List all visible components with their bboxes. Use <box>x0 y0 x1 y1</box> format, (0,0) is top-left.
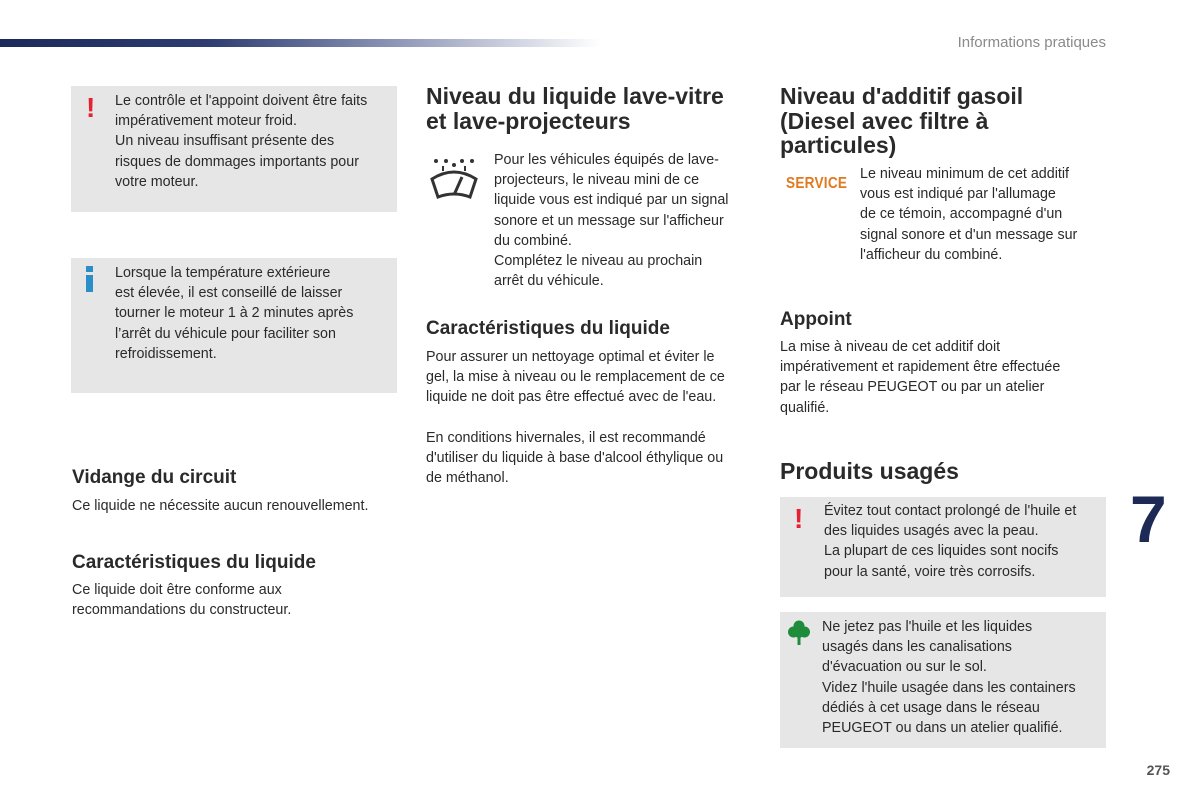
info-note-text <box>115 263 395 364</box>
environment-note-text <box>822 617 1104 738</box>
text-line: sonore et un message sur l'afficheur <box>494 212 724 229</box>
washer-fluid-intro <box>494 150 754 291</box>
text-line: usagés dans les canalisations <box>822 639 1012 656</box>
text-line: Lorsque la température extérieure <box>115 265 331 281</box>
text-line: est élevée, il est conseillé de laisser <box>115 285 343 302</box>
text-line: de ce témoin, accompagné d'un <box>860 206 1063 223</box>
used-products-warning-box <box>780 497 1106 597</box>
chapter-number: 7 <box>1130 482 1167 556</box>
text-line: l'afficheur du combiné. <box>860 246 1003 263</box>
used-products-warning-text <box>824 501 1104 582</box>
appoint-text <box>780 337 1060 418</box>
text-line: arrêt du véhicule. <box>494 273 604 290</box>
text-line: de méthanol. <box>426 470 509 487</box>
vidange-heading: Vidange du circuit <box>72 467 237 488</box>
middle-caract-heading: Caractéristiques du liquide <box>426 318 670 339</box>
warning-note-box <box>71 86 397 212</box>
text-line: du combiné. <box>494 232 572 249</box>
text-line: d'évacuation ou sur le sol. <box>822 659 987 676</box>
text-line: Complétez le niveau au prochain <box>494 253 703 270</box>
text-line: recommandations du constructeur. <box>72 602 292 619</box>
warning-exclamation-icon: ! <box>794 503 804 534</box>
text-line: Ce liquide ne nécessite aucun renouvellement. <box>72 498 369 514</box>
text-line: dédiés à cet usage dans le réseau <box>822 699 1040 716</box>
text-line: des liquides usagés avec la peau. <box>824 523 1039 540</box>
page-number: 275 <box>1146 762 1170 778</box>
text-line: d'utiliser du liquide à base d'alcool éthylique ou <box>426 450 724 467</box>
text-line: Ce liquide doit être conforme aux <box>72 582 282 598</box>
text-line: En conditions hivernales, il est recommandé <box>426 430 706 446</box>
text-line: Évitez tout contact prolongé de l'huile et <box>824 503 1077 519</box>
section-title: Informations pratiques <box>957 34 1106 51</box>
environment-tree-icon <box>788 620 810 646</box>
produits-usages-heading: Produits usagés <box>780 458 959 484</box>
text-line: gel, la mise à niveau ou le remplacement de ce <box>426 369 725 386</box>
info-note-box <box>71 258 397 393</box>
text-line: PEUGEOT ou dans un atelier qualifié. <box>822 720 1063 737</box>
warning-exclamation-icon: ! <box>86 92 96 123</box>
header-gradient-bar <box>0 39 600 47</box>
appoint-heading: Appoint <box>780 309 852 330</box>
text-line: Ne jetez pas l'huile et les liquides <box>822 619 1033 635</box>
text-line: Pour assurer un nettoyage optimal et éviter le <box>426 349 715 365</box>
text-line: votre moteur. <box>115 173 199 190</box>
heading-line: (Diesel avec filtre à <box>780 107 989 134</box>
left-caract-heading: Caractéristiques du liquide <box>72 552 316 573</box>
text-line: impérativement et rapidement être effectuée <box>780 359 1061 376</box>
warning-note-text <box>115 91 395 192</box>
text-line: par le réseau PEUGEOT ou par un atelier <box>780 379 1045 396</box>
text-line: Le niveau minimum de cet additif <box>860 166 1070 182</box>
service-warning-icon: SERVICE <box>786 175 848 192</box>
middle-caract-p2 <box>426 428 723 489</box>
diesel-additive-heading <box>780 84 1023 158</box>
text-line: refroidissement. <box>115 345 217 362</box>
text-line: Pour les véhicules équipés de lave- <box>494 152 719 168</box>
text-line: impérativement moteur froid. <box>115 113 297 130</box>
text-line: pour la santé, voire très corrosifs. <box>824 563 1036 580</box>
text-line: signal sonore et d'un message sur <box>860 226 1078 243</box>
environment-note-box <box>780 612 1106 748</box>
text-line: Videz l'huile usagée dans les containers <box>822 679 1076 696</box>
text-line: risques de dommages importants pour <box>115 153 359 170</box>
heading-line: Niveau du liquide lave-vitre <box>426 83 724 109</box>
text-line: qualifié. <box>780 399 830 416</box>
text-line: vous est indiqué par l'allumage <box>860 186 1056 203</box>
text-line: La plupart de ces liquides sont nocifs <box>824 543 1059 560</box>
diesel-additive-intro <box>860 164 1110 265</box>
text-line: l’arrêt du véhicule pour faciliter son <box>115 325 336 342</box>
vidange-text <box>72 496 368 516</box>
text-line: projecteurs, le niveau mini de ce <box>494 172 700 189</box>
text-line: liquide ne doit pas être effectué avec de l'eau. <box>426 389 717 406</box>
washer-fluid-heading <box>426 84 724 133</box>
text-line: liquide vous est indiqué par un signal <box>494 192 729 209</box>
middle-caract-p1 <box>426 347 725 408</box>
text-line: La mise à niveau de cet additif doit <box>780 339 1001 355</box>
text-line: Le contrôle et l'appoint doivent être faits <box>115 93 368 109</box>
heading-line: Niveau d'additif gasoil <box>780 83 1024 109</box>
washer-fluid-warning-icon <box>428 157 480 205</box>
info-icon <box>85 266 95 292</box>
heading-line: particules) <box>780 132 897 158</box>
text-line: Un niveau insuffisant présente des <box>115 133 335 150</box>
heading-line: et lave-projecteurs <box>426 107 631 134</box>
left-caract-text <box>72 580 291 620</box>
text-line: tourner le moteur 1 à 2 minutes après <box>115 305 354 322</box>
